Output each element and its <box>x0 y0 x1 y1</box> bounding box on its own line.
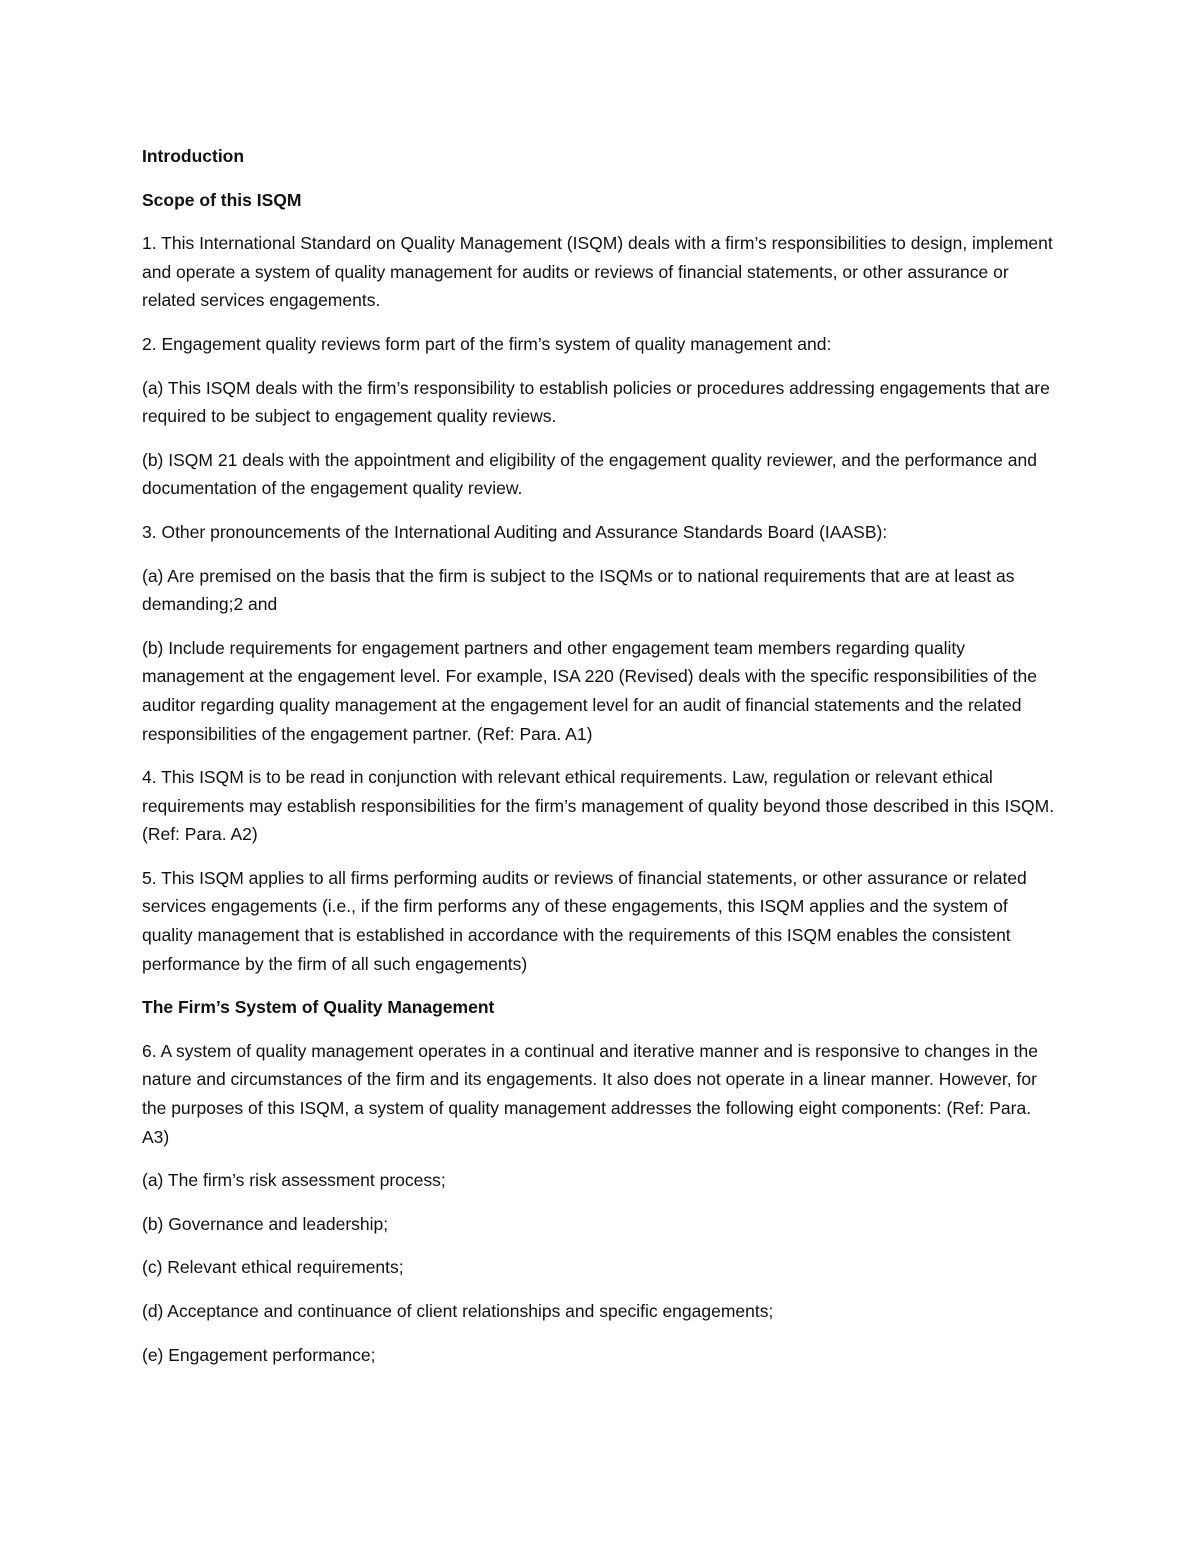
document-body <box>142 142 1062 1384</box>
paragraph-3b: (b) Include requirements for engagement partners and other engagement team members regarding quality management at the engagement level. For example, ISA 220 (Revised) deals with the specific responsibilities of the auditor regarding quality management at the engagement level for an audit of financial statements and the related responsibilities of the engagement partner. (Ref: Para. A1) <box>142 637 1037 744</box>
paragraph-5: 5. This ISQM applies to all firms performing audits or reviews of financial statements, or other assurance or related services engagements (i.e., if the firm performs any of these engagements, this ISQM applies and the system of quality management that is established in accordance with the requirements of this ISQM enables the consistent performance by the firm of all such engagements) <box>142 867 1027 974</box>
heading-firm-system: The Firm’s System of Quality Management <box>142 997 495 1018</box>
paragraph-6d: (d) Acceptance and continuance of client relationships and specific engagements; <box>142 1301 774 1321</box>
heading-introduction: Introduction <box>142 146 245 166</box>
paragraph-3: 3. Other pronouncements of the International Auditing and Assurance Standards Board (IAASB): <box>142 521 888 542</box>
paragraph-2: 2. Engagement quality reviews form part of the firm’s system of quality management and: <box>142 333 832 354</box>
paragraph-3a: (a) Are premised on the basis that the firm is subject to the ISQMs or to national requirements that are at least as demanding;2 and <box>142 565 1015 615</box>
paragraph-1: 1. This International Standard on Quality Management (ISQM) deals with a firm’s responsibilities to design, implement and operate a system of quality management for audits or reviews of financial statements, or other assurance or related services engagements. <box>142 233 1053 311</box>
paragraph-2b: (b) ISQM 21 deals with the appointment and eligibility of the engagement quality reviewer, and the performance and documentation of the engagement quality review. <box>142 449 1037 499</box>
paragraph-6b: (b) Governance and leadership; <box>142 1213 389 1234</box>
paragraph-6: 6. A system of quality management operates in a continual and iterative manner and is responsive to changes in the nature and circumstances of the firm and its engagements. It also does not operate in a linear manner. However, for the purposes of this ISQM, a system of quality management addresses the following eight components: (Ref: Para. A3) <box>142 1040 1038 1147</box>
paragraph-6e: (e) Engagement performance; <box>142 1344 376 1365</box>
heading-scope: Scope of this ISQM <box>142 189 302 210</box>
paragraph-4: 4. This ISQM is to be read in conjunction with relevant ethical requirements. Law, regulation or relevant ethical requirements may establish responsibilities for the firm’s management of quality beyond those described in this ISQM. (Ref: Para. A2) <box>142 767 1055 845</box>
paragraph-2a: (a) This ISQM deals with the firm’s responsibility to establish policies or procedures addressing engagements that are required to be subject to engagement quality reviews. <box>142 377 1050 427</box>
paragraph-6a: (a) The firm’s risk assessment process; <box>142 1170 446 1191</box>
paragraph-6c: (c) Relevant ethical requirements; <box>142 1257 404 1278</box>
